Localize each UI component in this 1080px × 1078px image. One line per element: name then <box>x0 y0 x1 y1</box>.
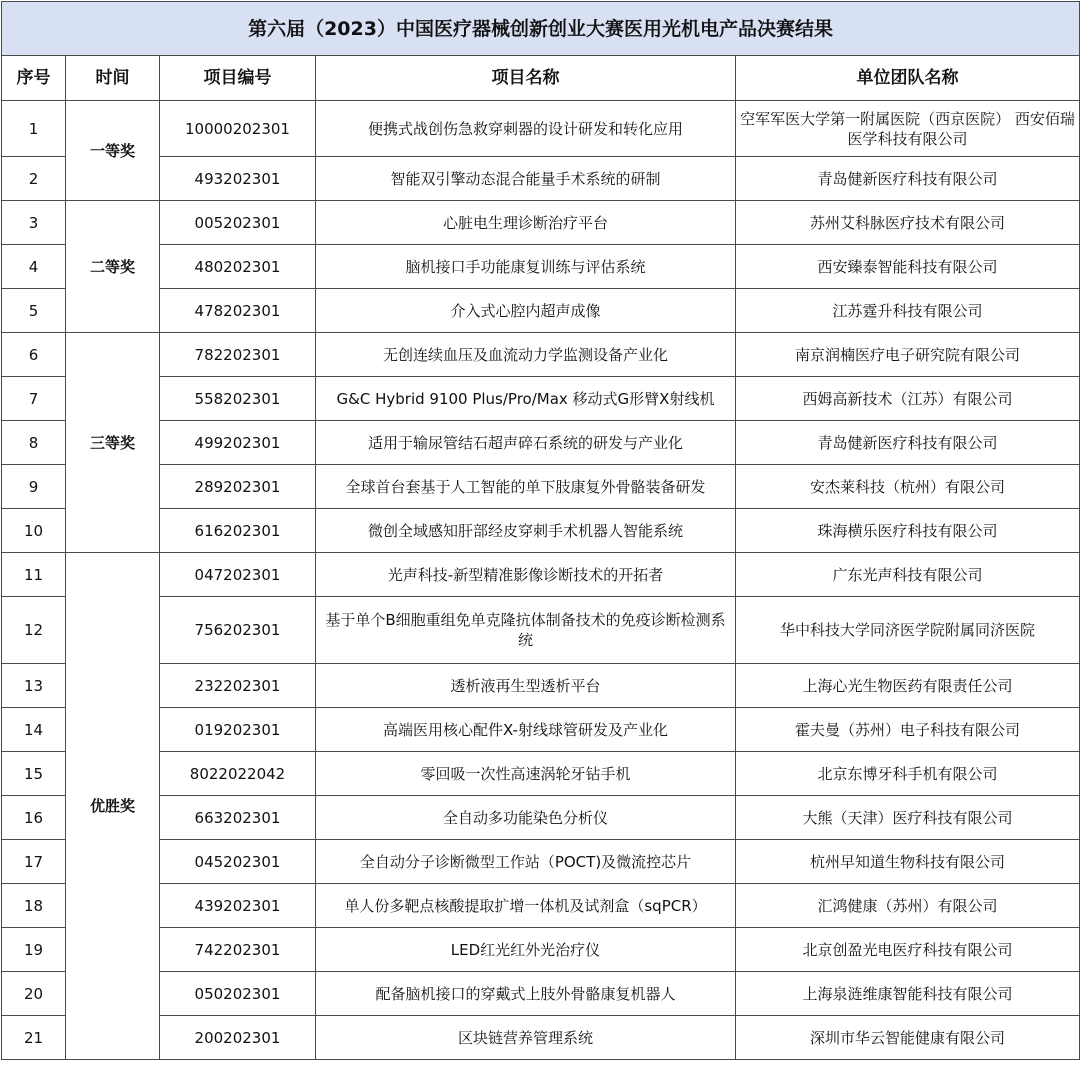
row-code: 499202301 <box>160 421 316 465</box>
row-code: 019202301 <box>160 708 316 752</box>
row-name: 心脏电生理诊断治疗平台 <box>316 201 736 245</box>
row-org: 汇鸿健康（苏州）有限公司 <box>736 884 1080 928</box>
row-code: 045202301 <box>160 840 316 884</box>
row-org: 广东光声科技有限公司 <box>736 553 1080 597</box>
table-row <box>2 708 1080 752</box>
row-name: 区块链营养管理系统 <box>316 1016 736 1060</box>
row-org: 杭州早知道生物科技有限公司 <box>736 840 1080 884</box>
row-code: 493202301 <box>160 157 316 201</box>
award-third: 三等奖 <box>66 333 160 553</box>
row-no: 11 <box>2 553 66 597</box>
table-row <box>2 201 1080 245</box>
table-row <box>2 465 1080 509</box>
column-header-no: 序号 <box>2 56 66 101</box>
row-code: 478202301 <box>160 289 316 333</box>
award-second: 二等奖 <box>66 201 160 333</box>
row-org: 上海心光生物医药有限责任公司 <box>736 664 1080 708</box>
table-row <box>2 421 1080 465</box>
row-name: 光声科技-新型精准影像诊断技术的开拓者 <box>316 553 736 597</box>
row-org: 青岛健新医疗科技有限公司 <box>736 421 1080 465</box>
column-header-time: 时间 <box>66 56 160 101</box>
table-row <box>2 664 1080 708</box>
column-header-name: 项目名称 <box>316 56 736 101</box>
table-row <box>2 101 1080 157</box>
row-no: 18 <box>2 884 66 928</box>
row-org: 深圳市华云智能健康有限公司 <box>736 1016 1080 1060</box>
row-no: 7 <box>2 377 66 421</box>
table-row <box>2 884 1080 928</box>
table-row <box>2 553 1080 597</box>
row-name: 无创连续血压及血流动力学监测设备产业化 <box>316 333 736 377</box>
row-org: 西姆高新技术（江苏）有限公司 <box>736 377 1080 421</box>
table-row <box>2 1016 1080 1060</box>
row-name: LED红光红外光治疗仪 <box>316 928 736 972</box>
row-org: 珠海横乐医疗科技有限公司 <box>736 509 1080 553</box>
row-code: 8022022042 <box>160 752 316 796</box>
row-code: 005202301 <box>160 201 316 245</box>
row-code: 782202301 <box>160 333 316 377</box>
row-org: 西安臻泰智能科技有限公司 <box>736 245 1080 289</box>
results-table <box>1 1 1080 1060</box>
row-code: 756202301 <box>160 597 316 664</box>
row-org: 南京润楠医疗电子研究院有限公司 <box>736 333 1080 377</box>
row-code: 663202301 <box>160 796 316 840</box>
row-name: 全球首台套基于人工智能的单下肢康复外骨骼装备研发 <box>316 465 736 509</box>
row-org: 大熊（天津）医疗科技有限公司 <box>736 796 1080 840</box>
table-row <box>2 752 1080 796</box>
row-code: 742202301 <box>160 928 316 972</box>
row-no: 20 <box>2 972 66 1016</box>
row-no: 8 <box>2 421 66 465</box>
award-first: 一等奖 <box>66 101 160 201</box>
row-code: 289202301 <box>160 465 316 509</box>
row-org: 青岛健新医疗科技有限公司 <box>736 157 1080 201</box>
row-no: 13 <box>2 664 66 708</box>
row-name: 便携式战创伤急救穿刺器的设计研发和转化应用 <box>316 101 736 157</box>
row-name: G&C Hybrid 9100 Plus/Pro/Max 移动式G形臂X射线机 <box>316 377 736 421</box>
row-no: 21 <box>2 1016 66 1060</box>
row-no: 17 <box>2 840 66 884</box>
row-org: 华中科技大学同济医学院附属同济医院 <box>736 597 1080 664</box>
row-org: 上海泉涟维康智能科技有限公司 <box>736 972 1080 1016</box>
row-no: 12 <box>2 597 66 664</box>
row-name: 脑机接口手功能康复训练与评估系统 <box>316 245 736 289</box>
table-row <box>2 597 1080 664</box>
row-code: 10000202301 <box>160 101 316 157</box>
row-name: 全自动多功能染色分析仪 <box>316 796 736 840</box>
row-name: 单人份多靶点核酸提取扩增一体机及试剂盒（sqPCR） <box>316 884 736 928</box>
row-code: 558202301 <box>160 377 316 421</box>
row-code: 232202301 <box>160 664 316 708</box>
row-org: 北京创盈光电医疗科技有限公司 <box>736 928 1080 972</box>
row-no: 15 <box>2 752 66 796</box>
row-no: 1 <box>2 101 66 157</box>
row-name: 介入式心腔内超声成像 <box>316 289 736 333</box>
row-name: 透析液再生型透析平台 <box>316 664 736 708</box>
table-row <box>2 840 1080 884</box>
row-code: 047202301 <box>160 553 316 597</box>
row-no: 14 <box>2 708 66 752</box>
row-code: 480202301 <box>160 245 316 289</box>
row-name: 微创全域感知肝部经皮穿刺手术机器人智能系统 <box>316 509 736 553</box>
row-no: 2 <box>2 157 66 201</box>
column-header-code: 项目编号 <box>160 56 316 101</box>
header-row <box>2 56 1080 101</box>
row-name: 零回吸一次性高速涡轮牙钻手机 <box>316 752 736 796</box>
table-row <box>2 245 1080 289</box>
row-no: 9 <box>2 465 66 509</box>
row-no: 10 <box>2 509 66 553</box>
row-org: 北京东博牙科手机有限公司 <box>736 752 1080 796</box>
title-row <box>2 2 1080 56</box>
column-header-org: 单位团队名称 <box>736 56 1080 101</box>
row-name: 高端医用核心配件X-射线球管研发及产业化 <box>316 708 736 752</box>
row-no: 6 <box>2 333 66 377</box>
table-row <box>2 972 1080 1016</box>
table-row <box>2 377 1080 421</box>
row-name: 配备脑机接口的穿戴式上肢外骨骼康复机器人 <box>316 972 736 1016</box>
row-name: 智能双引擎动态混合能量手术系统的研制 <box>316 157 736 201</box>
row-name: 基于单个B细胞重组免单克隆抗体制备技术的免疫诊断检测系统 <box>316 597 736 664</box>
table-row <box>2 157 1080 201</box>
row-no: 3 <box>2 201 66 245</box>
row-org: 安杰莱科技（杭州）有限公司 <box>736 465 1080 509</box>
row-code: 200202301 <box>160 1016 316 1060</box>
row-org: 江苏霆升科技有限公司 <box>736 289 1080 333</box>
row-no: 16 <box>2 796 66 840</box>
table-row <box>2 928 1080 972</box>
award-merit: 优胜奖 <box>66 553 160 1060</box>
row-code: 616202301 <box>160 509 316 553</box>
table-row <box>2 289 1080 333</box>
table-title: 第六届（2023）中国医疗器械创新创业大赛医用光机电产品决赛结果 <box>2 2 1080 56</box>
row-no: 4 <box>2 245 66 289</box>
table-row <box>2 509 1080 553</box>
table-row <box>2 796 1080 840</box>
table-row <box>2 333 1080 377</box>
row-name: 全自动分子诊断微型工作站（POCT)及微流控芯片 <box>316 840 736 884</box>
row-name: 适用于输尿管结石超声碎石系统的研发与产业化 <box>316 421 736 465</box>
row-code: 050202301 <box>160 972 316 1016</box>
row-no: 5 <box>2 289 66 333</box>
row-org: 霍夫曼（苏州）电子科技有限公司 <box>736 708 1080 752</box>
row-org: 空军军医大学第一附属医院（西京医院） 西安佰瑞医学科技有限公司 <box>736 101 1080 157</box>
row-org: 苏州艾科脉医疗技术有限公司 <box>736 201 1080 245</box>
row-no: 19 <box>2 928 66 972</box>
row-code: 439202301 <box>160 884 316 928</box>
